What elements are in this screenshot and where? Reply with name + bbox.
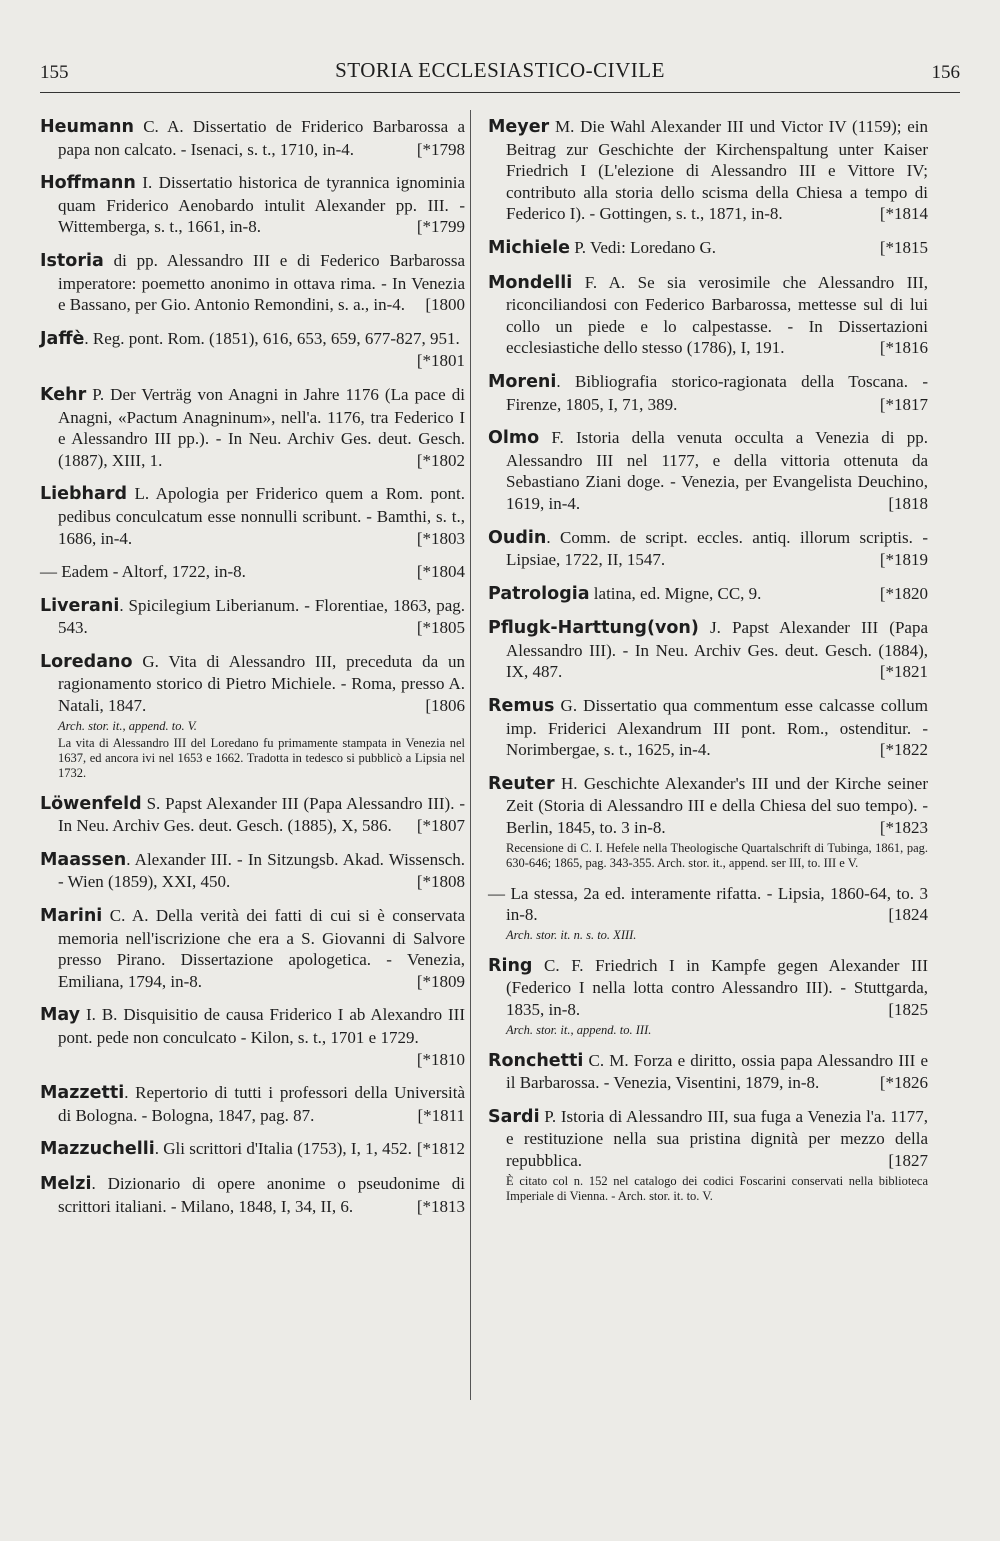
entry-ref: [*1803 bbox=[416, 528, 465, 548]
entry-head: Mondelli bbox=[488, 272, 573, 293]
entry bbox=[488, 695, 928, 761]
entry bbox=[40, 116, 465, 160]
entry-ref: [*1798 bbox=[416, 139, 465, 159]
entry bbox=[40, 1138, 465, 1161]
entry-ref: [1800 bbox=[425, 295, 465, 315]
entry-text: . Reg. pont. Rom. (1851), 616, 653, 659, 677-827, 951. bbox=[84, 328, 460, 348]
page-number-left: 155 bbox=[40, 62, 69, 83]
entry-ref: [1827 bbox=[888, 1150, 928, 1170]
entry-head: Melzi bbox=[40, 1173, 92, 1194]
entry bbox=[40, 1173, 465, 1217]
entry-text: I. B. Disquisitio de causa Friderico I ab Alexandro III pont. pede non conculcato - Kilon, s. t., 1701 e 1729. bbox=[58, 1005, 465, 1047]
entry-ref: [*1804 bbox=[416, 562, 465, 582]
entry bbox=[40, 328, 465, 372]
entry bbox=[40, 1082, 465, 1126]
entry-text: C. F. Friedrich I in Kampfe gegen Alexander III (Federico I nella lotta contro Alessandro III). - Stuttgarda, 1835, in-8. bbox=[506, 955, 928, 1019]
entry-ref: [*1822 bbox=[879, 740, 928, 760]
page-header bbox=[0, 58, 1000, 88]
entry bbox=[488, 272, 928, 359]
entry bbox=[40, 384, 465, 471]
entry bbox=[40, 651, 465, 781]
entry-text: latina, ed. Migne, CC, 9. bbox=[589, 583, 762, 603]
entry-head: Meyer bbox=[488, 117, 550, 137]
entry-head: Ring bbox=[488, 955, 533, 976]
entry-head: Mazzuchelli bbox=[40, 1139, 155, 1160]
entry-ref: [*1801 bbox=[416, 351, 465, 371]
left-column bbox=[40, 116, 465, 1229]
entry-ref: [*1813 bbox=[416, 1196, 465, 1216]
entry-text: G. Vita di Alessandro III, preceduta da un ragionamento storico di Pietro Michiele. - Roma, presso A. Natali, 1847. bbox=[58, 651, 465, 716]
entry-head: Moreni bbox=[488, 371, 557, 392]
entry-head: Ronchetti bbox=[488, 1050, 584, 1071]
entry-text: F. Istoria della venuta occulta a Venezia di pp. Alessandro III nel 1177, e della vittoria ottenuta da Sebastiano Ziani doge. - Venezia, per Evangelista Deuchino, 1619, in-4. bbox=[506, 428, 928, 513]
entry-text: . Alexander III. - In Sitzungsb. Akad. Wissensch. - Wien (1859), XXI, 450. bbox=[58, 849, 465, 892]
entry-ref: [1825 bbox=[888, 1000, 928, 1019]
entry bbox=[488, 583, 928, 606]
entry-ref: [*1807 bbox=[416, 816, 465, 836]
entry bbox=[40, 595, 465, 639]
entry-head: May bbox=[40, 1005, 81, 1026]
entry-note: Arch. stor. it. n. s. to. XIII. bbox=[506, 927, 637, 942]
entry-head: Michiele bbox=[488, 237, 570, 258]
entry-text: . Spicilegium Liberianum. - Florentiae, 1863, pag. 543. bbox=[58, 595, 465, 638]
entry-head: Pflugk-Harttung(von) bbox=[488, 618, 699, 639]
entry-head: Liverani bbox=[40, 595, 120, 616]
entry-text: C. A. Dissertatio de Friderico Barbarossa a papa non calcato. - Isenaci, s. t., 1710, in-4. bbox=[58, 117, 465, 159]
entry-ref: [1824 bbox=[888, 905, 928, 925]
entry-head: Mazzetti bbox=[40, 1083, 125, 1104]
entry-note: La vita di Alessandro III del Loredano fu primamente stampata in Venezia nel 1637, ed ancora ivi nel 1653 e 1662. Tradotta in tedesco si pubblicò a Lipsia nel 1732. bbox=[58, 735, 465, 780]
entry-ref: [*1823 bbox=[879, 818, 928, 838]
entry-text: H. Geschichte Alexander's III und der Kirche seiner Zeit (Storia di Alessandro III e della Chiesa del suo tempo). - Berlin, 1845, to. 3 in-8. bbox=[506, 773, 928, 838]
entry-head: Heumann bbox=[40, 117, 134, 137]
entry-ref: [*1810 bbox=[416, 1049, 465, 1069]
entry bbox=[488, 955, 928, 1038]
entry-head: Jaffè bbox=[40, 328, 85, 349]
entry-ref: [*1819 bbox=[879, 550, 928, 570]
entry-head: Reuter bbox=[488, 773, 555, 794]
entry-ref: [*1821 bbox=[879, 662, 928, 682]
entry-note: Recensione di C. I. Hefele nella Theologische Quartalschrift di Tubinga, 1861, pag. 630-646; 1865, pag. 343-355. Arch. stor. it., append. ser III, to. III e V. bbox=[506, 840, 928, 870]
entry-head: Löwenfeld bbox=[40, 793, 142, 814]
entry bbox=[40, 172, 465, 238]
entry-ref: [1806 bbox=[425, 696, 465, 716]
entry bbox=[40, 250, 465, 316]
entry-text: G. Dissertatio qua commentum esse calcasse collum imp. Friderici Alexandrum III pont. Rom., ostenditur. - Norimbergae, s. t., 1625, in-4. bbox=[506, 696, 928, 760]
column-divider bbox=[470, 110, 471, 1400]
entry-text: P. Istoria di Alessandro III, sua fuga a Venezia l'a. 1177, e restituzione nella sua pristina dignità per mezzo della repubblica. bbox=[506, 1106, 928, 1170]
entry-note: È citato col n. 152 nel catalogo dei codici Foscarini conservati nella biblioteca Imperiale di Vienna. - Arch. stor. it. to. V. bbox=[506, 1173, 928, 1203]
entry-ref: [*1802 bbox=[416, 450, 465, 470]
entry-text: S. Papst Alexander III (Papa Alessandro III). - In Neu. Archiv Ges. deut. Gesch. (1885), X, 586. bbox=[58, 793, 465, 836]
entry-head: Maassen bbox=[40, 849, 127, 870]
entry bbox=[40, 793, 465, 837]
entry bbox=[488, 527, 928, 571]
entry-text: C. A. Della verità dei fatti di cui si è conservata memoria nell'iscrizione che era a S. Giovanni di Salvore presso Pirano. Dissertazione apologetica. - Venezia, Emiliana, 1794, in-8. bbox=[58, 906, 465, 991]
entry-ref: [*1814 bbox=[879, 204, 928, 224]
entry bbox=[488, 371, 928, 415]
entry-ref: [*1809 bbox=[416, 971, 465, 991]
entry bbox=[40, 905, 465, 992]
entry-head: Kehr bbox=[40, 384, 87, 405]
entry-head: Loredano bbox=[40, 651, 133, 672]
entry-ref: [*1799 bbox=[416, 217, 465, 237]
entry-text: . Gli scrittori d'Italia (1753), I, 1, 452. bbox=[154, 1139, 412, 1159]
entry-head: Patrologia bbox=[488, 583, 590, 604]
entry bbox=[488, 773, 928, 871]
entry-text: C. M. Forza e diritto, ossia papa Alessandro III e il Barbarossa. - Venezia, Visentini, 1879, in-8. bbox=[506, 1050, 928, 1093]
entry-head: Remus bbox=[488, 696, 555, 717]
entry bbox=[488, 427, 928, 514]
entry-ref: [*1811 bbox=[417, 1105, 465, 1125]
entry-text: I. Dissertatio historica de tyrannica ignominia quam Friderico Aenobardo intulit Alexander pp. III. - Wittemberga, s. t., 1661, in-8. bbox=[58, 173, 465, 237]
running-title: STORIA ECCLESIASTICO-CIVILE bbox=[335, 58, 665, 82]
entry-text: . Comm. de script. eccles. antiq. illorum scriptis. - Lipsiae, 1722, II, 1547. bbox=[506, 527, 928, 570]
entry-head: Sardi bbox=[488, 1106, 540, 1127]
entry-text: . Repertorio di tutti i professori della Università di Bologna. - Bologna, 1847, pag. 87. bbox=[58, 1083, 465, 1125]
entry-text: F. A. Se sia verosimile che Alessandro III, riconciliandosi con Federico Barbarossa, mettesse sul di lui collo un piede e lo calpestasse. - In Dissertazioni ecclesiastiche dello stesso (1786), I, 191. bbox=[506, 272, 928, 358]
entry bbox=[488, 617, 928, 683]
entry-head: Oudin bbox=[488, 527, 547, 548]
entry-text: di pp. Alessandro III e di Federico Barbarossa imperatore: poemetto anonimo in ottava rima. - In Venezia e Bassano, per Gio. Antonio Remondini, s. a., in-4. bbox=[58, 250, 465, 315]
entry-ref: [*1817 bbox=[879, 394, 928, 414]
entry bbox=[488, 883, 928, 943]
entry-text: J. Papst Alexander III (Papa Alessandro III). - In Neu. Archiv Ges. deut. Gesch. (1884), IX, 487. bbox=[506, 618, 928, 682]
entry-text: L. Apologia per Friderico quem a Rom. pont. pedibus conculcatum esse nonnulli scribunt. - Bamthi, s. t., 1686, in-4. bbox=[58, 484, 465, 548]
entry-text: M. Die Wahl Alexander III und Victor IV (1159); ein Beitrag zur Geschichte der Kirchenspaltung unter Kaiser Friedrich I (L'elezione di Alessandro III e Vittore IV; contributo alla storia dello scisma della Chiesa a tempo di Federico I). - Gottingen, s. t., 1871, in-8. bbox=[506, 117, 928, 224]
entry-note: Arch. stor. it., append. to. V. bbox=[58, 718, 197, 733]
entry-head: Olmo bbox=[488, 428, 540, 449]
entry-text: P. Vedi: Loredano G. bbox=[569, 237, 717, 257]
entry-text: P. Der Verträg von Anagni in Jahre 1176 (La pace di Anagni, «Pactum Anagninum», nell'a. 1176, tra Federico I e Alessandro III pp.). - In Neu. Archiv Ges. deut. Gesch. (1887), XIII, 1. bbox=[58, 384, 465, 470]
entry bbox=[40, 1004, 465, 1070]
entry-head: Hoffmann bbox=[40, 173, 136, 194]
entry-ref: [*1808 bbox=[416, 872, 465, 892]
entry bbox=[40, 849, 465, 893]
entry-text: . Dizionario di opere anonime o pseudonime di scrittori italiani. - Milano, 1848, I, 34, II, 6. bbox=[58, 1173, 465, 1216]
entry-head: Marini bbox=[40, 906, 103, 927]
entry bbox=[488, 1050, 928, 1094]
entry-ref: [*1805 bbox=[416, 618, 465, 638]
entry-ref: [1818 bbox=[888, 493, 928, 513]
entry-text: — La stessa, 2a ed. interamente rifatta. - Lipsia, 1860-64, to. 3 in-8. bbox=[488, 883, 928, 925]
entry bbox=[40, 561, 465, 583]
entry bbox=[488, 1106, 928, 1204]
header-rule bbox=[40, 92, 960, 93]
entry-ref: [*1812 bbox=[416, 1139, 465, 1159]
entry-ref: [*1816 bbox=[879, 338, 928, 358]
entry-head: Istoria bbox=[40, 250, 104, 271]
entry-note: Arch. stor. it., append. to. III. bbox=[506, 1022, 652, 1037]
right-column bbox=[488, 116, 928, 1216]
page-number-right: 156 bbox=[931, 62, 960, 83]
entry-text: . Bibliografia storico-ragionata della Toscana. - Firenze, 1805, I, 71, 389. bbox=[506, 371, 928, 414]
entry bbox=[488, 116, 928, 225]
entry-ref: [*1820 bbox=[879, 583, 928, 603]
entry-ref: [*1826 bbox=[879, 1073, 928, 1093]
entry-ref: [*1815 bbox=[879, 237, 928, 257]
entry-text: — Eadem - Altorf, 1722, in-8. bbox=[40, 562, 246, 582]
entry bbox=[40, 483, 465, 549]
entry bbox=[488, 237, 928, 260]
entry-head: Liebhard bbox=[40, 484, 127, 505]
